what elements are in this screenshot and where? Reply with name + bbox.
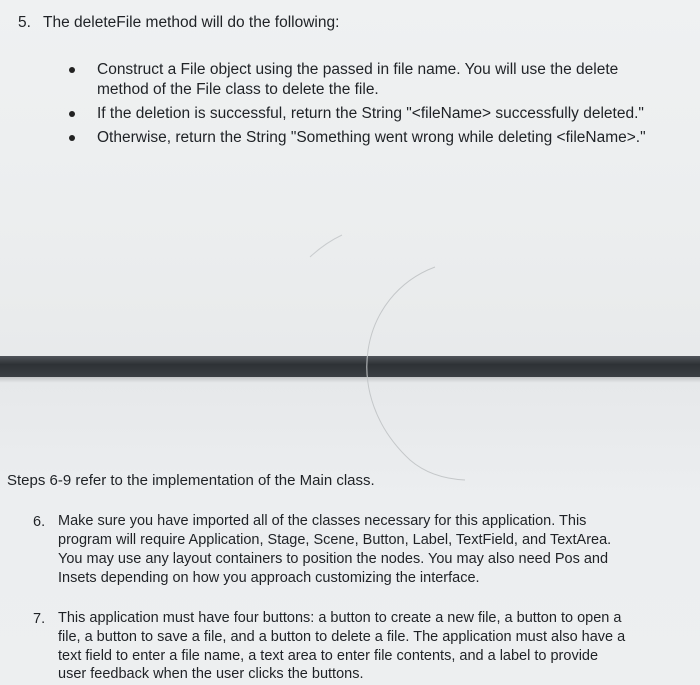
item-5-number: 5. <box>18 14 31 31</box>
item-5-heading: The deleteFile method will do the following: <box>43 14 340 31</box>
item-6-line-1: Make sure you have imported all of the classes necessary for this application. This <box>58 513 587 529</box>
pencil-mark <box>300 225 480 485</box>
bullet-1-line-1: Construct a File object using the passed in file name. You will use the delete <box>97 61 619 78</box>
item-6-line-2: program will require Application, Stage, Scene, Button, Label, TextField, and TextArea. <box>58 532 612 548</box>
bullet-3-line-1: Otherwise, return the String "Something went wrong while deleting <fileName>." <box>97 129 646 146</box>
item-7-line-3: text field to enter a file name, a text area to enter file contents, and a label to provide <box>58 648 599 664</box>
bullet-dot <box>69 135 75 141</box>
item-6-line-3: You may use any layout containers to position the nodes. You may also need Pos and <box>58 551 609 567</box>
bullet-dot <box>69 111 75 117</box>
item-7-line-4: user feedback when the user clicks the buttons. <box>58 666 364 682</box>
bullet-dot <box>69 67 75 73</box>
item-6-line-4: Insets depending on how you approach customizing the interface. <box>58 570 480 586</box>
bullet-2-line-1: If the deletion is successful, return the String "<fileName> successfully deleted." <box>97 105 644 122</box>
bullet-1-line-2: method of the File class to delete the file. <box>97 81 379 98</box>
item-6-number: 6. <box>33 514 46 530</box>
item-7-line-2: file, a button to save a file, and a button to delete a file. The application must also have a <box>58 629 626 645</box>
steps-intro: Steps 6-9 refer to the implementation of the Main class. <box>7 472 375 489</box>
item-7-line-1: This application must have four buttons: a button to create a new file, a button to open a <box>58 610 622 626</box>
item-7-number: 7. <box>33 611 46 627</box>
